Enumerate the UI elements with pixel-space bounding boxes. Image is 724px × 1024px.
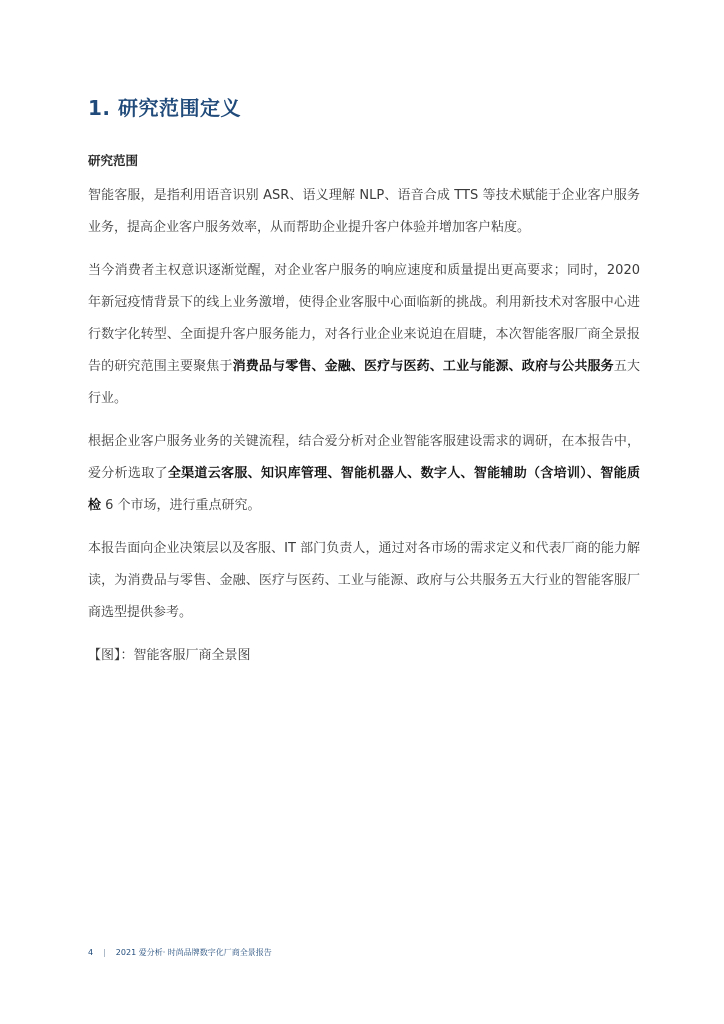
paragraph-markets — [88, 426, 640, 522]
paragraph-definition: 智能客服，是指利用语音识别 ASR、语义理解 NLP、语音合成 TTS 等技术赋能于企业客户服务业务，提高企业客户服务效率，从而帮助企业提升客户体验并增加客户粘度。 — [88, 188, 640, 235]
body-text — [88, 180, 640, 672]
section-heading: 1. 研究范围定义 — [88, 96, 241, 120]
subsection-heading: 研究范围 — [88, 153, 139, 168]
industries-highlight: 消费品与零售、金融、医疗与医药、工业与能源、政府与公共服务 — [232, 359, 614, 374]
paragraph-audience: 本报告面向企业决策层以及客服、IT 部门负责人，通过对各市场的需求定义和代表厂商的能力解读，为消费品与零售、金融、医疗与医药、工业与能源、政府与公共服务五大行业的智能客服厂商选型提供参考。 — [88, 541, 640, 620]
paragraph-text: 当今消费者主权意识逐渐觉醒，对企业客户服务的响应速度和质量提出更高要求；同时，2020 年新冠疫情背景下的线上业务激增，使得企业客服中心面临新的挑战。利用新技术对客服中心进行数字化转型、全面提升客户服务能力，对各行业企业来说迫在眉睫，本次智能客服厂商全景报告的研究范围主要聚焦于 — [88, 263, 640, 374]
paragraph-tail: 6 个市场，进行重点研究。 — [101, 498, 261, 513]
page-number: 4 — [88, 948, 94, 957]
paragraph-tail: 五大行业。 — [88, 359, 640, 406]
page-footer — [88, 947, 272, 958]
footer-separator: | — [103, 948, 106, 957]
markets-highlight: 全渠道云客服、知识库管理、智能机器人、数字人、智能辅助（含培训）、智能质检 — [88, 466, 640, 513]
paragraph-text: 根据企业客户服务业务的关键流程，结合爱分析对企业智能客服建设需求的调研，在本报告中，爱分析选取了 — [88, 434, 640, 481]
figure-caption: 【图】：智能客服厂商全景图 — [88, 648, 251, 663]
paragraph-background — [88, 255, 640, 415]
footer-title: 2021 爱分析· 时尚品牌数字化厂商全景报告 — [115, 948, 272, 957]
